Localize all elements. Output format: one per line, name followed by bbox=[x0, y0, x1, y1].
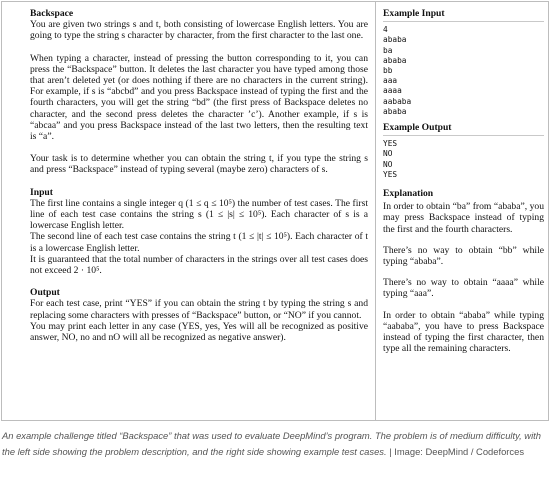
statement-paragraph: You are given two strings s and t, both consisting of lowercase English letters. You are going to type the string s character by character, from the first character to the last one. bbox=[30, 19, 368, 42]
input-heading: Input bbox=[30, 186, 53, 198]
example-input-line: aababa bbox=[383, 96, 412, 106]
problem-title: Backspace bbox=[30, 8, 74, 19]
caption-separator: | bbox=[386, 445, 395, 457]
explanation-item: There’s no way to obtain “aaaa” while typing “aaa”. bbox=[383, 277, 544, 300]
example-input-line: ba bbox=[383, 45, 393, 55]
example-input-line: aaa bbox=[383, 76, 398, 86]
example-input-line: ababa bbox=[383, 55, 407, 65]
explanation-item: In order to obtain “ababa” while typing “aababa”, you have to press Backspace instead of typing the first character, then type all the remaining characters. bbox=[383, 309, 544, 355]
output-paragraph: For each test case, print “YES” if you can obtain the string t by typing the string s and replacing some characters with presses of “Backspace” button, or “NO” if you cannot. bbox=[30, 298, 368, 321]
caption-credit: Image: DeepMind / Codeforces bbox=[394, 445, 525, 457]
example-input-line: bb bbox=[383, 66, 393, 76]
input-paragraph: The first line contains a single integer q (1 ≤ q ≤ 10⁵) the number of test cases. The first line of each test case contains the string s (1 ≤ |s| ≤ 10⁵). Each character of s is a lowercase English letter. bbox=[30, 197, 368, 232]
example-output-heading: Example Output bbox=[383, 122, 544, 136]
caption-text: An example challenge titled “Backspace” that was used to evaluate DeepMind’s program. The problem is of medium difficulty, with the left side showing the problem description, and the right side showing example test cases. bbox=[2, 430, 541, 457]
example-input-line: aaaa bbox=[383, 86, 402, 96]
explanation-item: In order to obtain “ba” from “ababa”, you may press Backspace instead of typing the first and the fourth characters. bbox=[383, 201, 544, 235]
explanation-item: There’s no way to obtain “bb” while typing “ababa”. bbox=[383, 244, 544, 268]
example-input-line: ababa bbox=[383, 35, 407, 45]
example-input-line: ababa bbox=[383, 106, 407, 116]
example-output-line: NO bbox=[383, 159, 393, 169]
problem-statement bbox=[2, 2, 376, 420]
example-output-block bbox=[383, 139, 544, 180]
figure-caption bbox=[2, 428, 550, 459]
input-paragraph: It is guaranteed that the total number of characters in the strings over all test cases does not exceed 2 · 10⁵. bbox=[30, 253, 368, 277]
example-output-line: YES bbox=[383, 139, 398, 149]
problem-figure bbox=[1, 1, 549, 421]
explanation-heading: Explanation bbox=[383, 188, 434, 200]
example-input-line: 4 bbox=[383, 25, 388, 35]
example-input-block bbox=[383, 25, 544, 117]
statement-paragraph: Your task is to determine whether you can obtain the string t, if you type the string s and press “Backspace” instead of typing several (maybe zero) characters of s. bbox=[30, 153, 368, 176]
output-paragraph: You may print each letter in any case (YES, yes, Yes will all be recognized as positive answer, NO, no and nO will all be recognized as negative answer). bbox=[30, 320, 368, 344]
example-output-line: NO bbox=[383, 149, 393, 159]
input-paragraph: The second line of each test case contains the string t (1 ≤ |t| ≤ 10⁵). Each character of t is a lowercase English letter. bbox=[30, 231, 368, 254]
example-input-heading: Example Input bbox=[383, 8, 544, 22]
output-heading: Output bbox=[30, 287, 60, 299]
example-output-line: YES bbox=[383, 169, 398, 179]
examples-panel bbox=[376, 2, 548, 420]
statement-paragraph: When typing a character, instead of pressing the button corresponding to it, you can press the “Backspace” button. It deletes the last character you have typed among those that aren’t deleted yet (or does nothing if there are no characters in the current string). For example, if s is “abcbd” and you press Backspace instead of typing the first and the fourth characters, you will get the string “bd” (the first press of Backspace deletes no character, and the second press deletes the character ’c’). Another example, if s is “abcaa” and you press Backspace instead of the last two letters, then the resulting text is “a”. bbox=[30, 52, 368, 143]
